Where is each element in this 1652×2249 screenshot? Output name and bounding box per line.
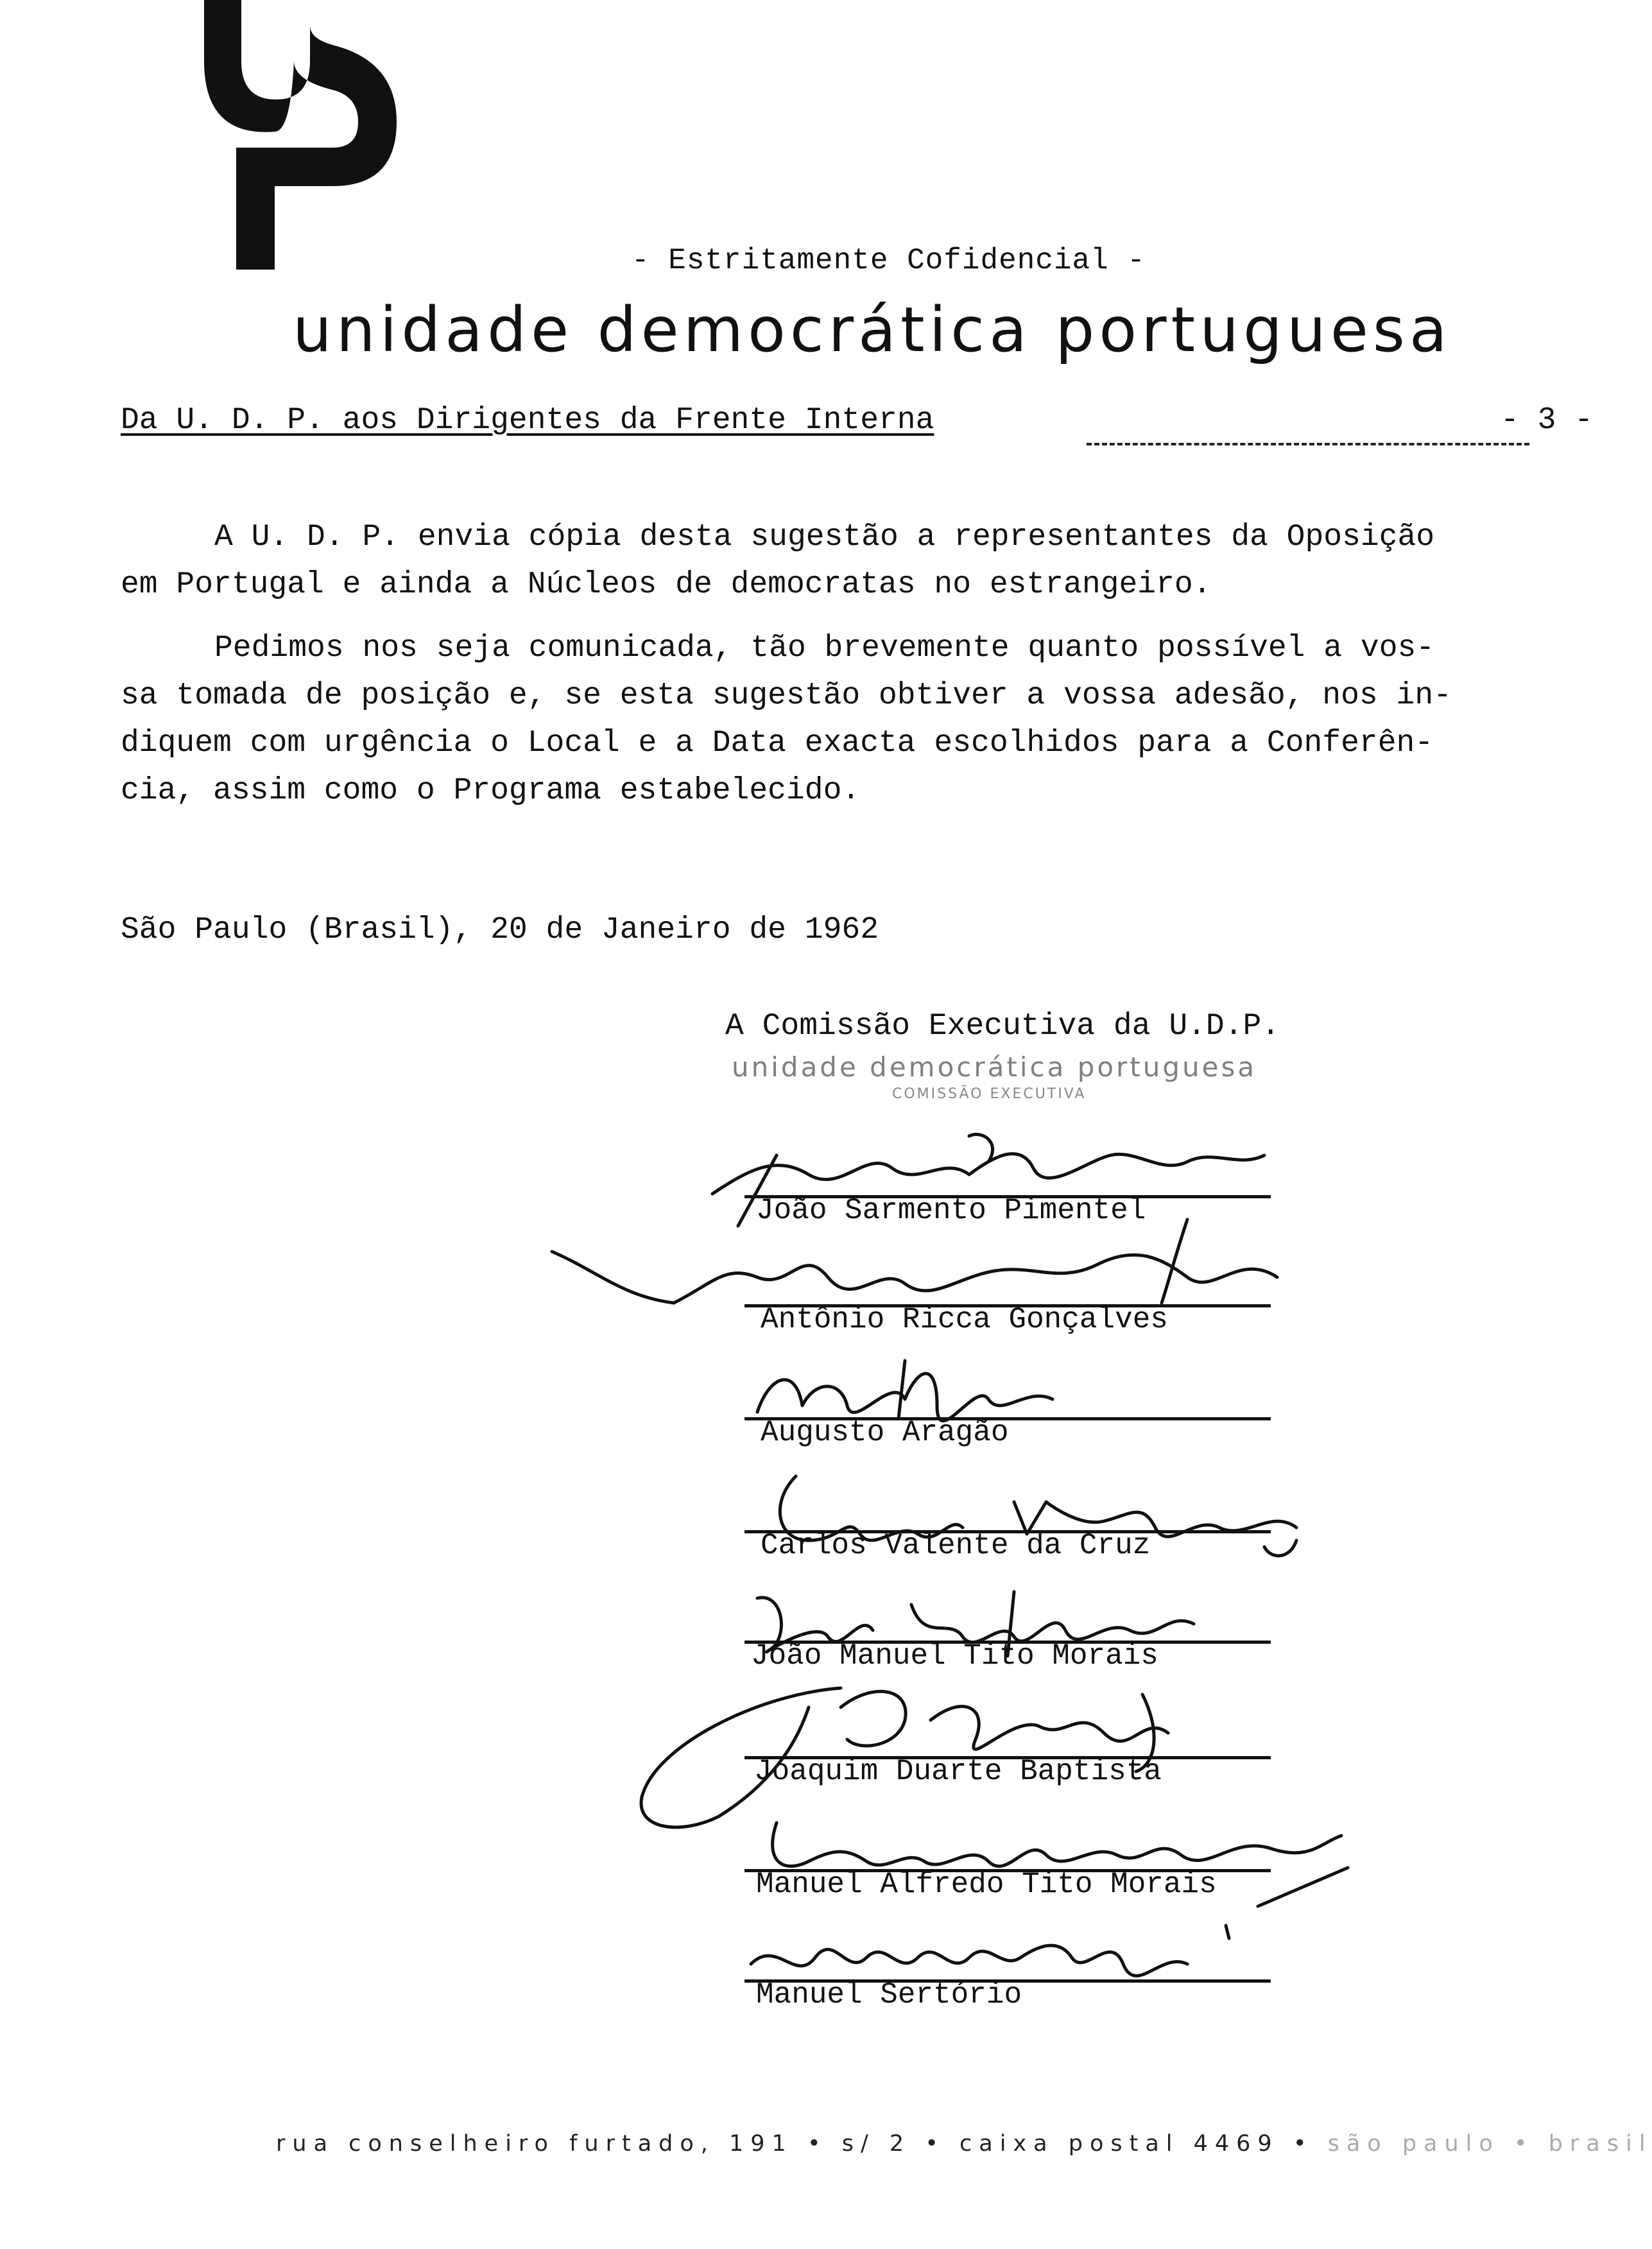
commission-title: A Comissão Executiva da U.D.P.	[725, 1009, 1280, 1044]
subject-line	[121, 403, 1594, 448]
signatory-name: Manuel Alfredo Tito Morais	[756, 1868, 1217, 1901]
place-and-date: São Paulo (Brasil), 20 de Janeiro de 1962	[121, 913, 879, 947]
page-number: - 3 -	[1501, 403, 1594, 438]
signatory-name: João Sarmento Pimentel	[756, 1194, 1146, 1227]
paragraph-line: sa tomada de posição e, se esta sugestão obtiver a vossa adesão, nos in-	[121, 678, 1452, 713]
footer-city: são paulo • brasil	[1327, 2131, 1652, 2157]
paragraph-line: A U. D. P. envia cópia desta sugestão a representantes da Oposição	[214, 520, 1435, 555]
subject-text: Da U. D. P. aos Dirigentes da Frente Interna	[121, 403, 934, 438]
commission-stamp	[732, 1051, 1296, 1109]
signatory-name: Augusto Aragão	[761, 1416, 1009, 1449]
stamp-line-1: unidade democrática portuguesa	[732, 1051, 1257, 1083]
footer-street: rua conselheiro furtado, 191 • s/ 2 • caixa postal 4469 •	[276, 2131, 1314, 2157]
subject-dashed-rule	[1087, 443, 1529, 445]
confidential-notice: - Estritamente Cofidencial -	[632, 244, 1146, 277]
signatory-name: Joaquim Duarte Baptista	[754, 1755, 1162, 1788]
organization-name: unidade democrática portuguesa	[293, 294, 1452, 366]
paragraph-line: cia, assim como o Programa estabelecido.	[121, 773, 861, 808]
paragraph-line: Pedimos nos seja comunicada, tão brevemente quanto possível a vos-	[214, 631, 1435, 666]
signatory-name: Antônio Ricca Gonçalves	[761, 1303, 1168, 1336]
paragraph-request	[121, 625, 1468, 814]
stamp-line-2: COMISSÃO EXECUTIVA	[892, 1086, 1087, 1102]
paragraph-distribution	[121, 513, 1468, 608]
footer-address	[276, 2131, 1652, 2157]
signatory-name: Carlos Valente da Cruz	[761, 1529, 1151, 1562]
paragraph-line: em Portugal e ainda a Núcleos de democratas no estrangeiro.	[121, 567, 1212, 602]
paragraph-line: diquem com urgência o Local e a Data exacta escolhidos para a Conferên-	[121, 726, 1434, 761]
handwritten-signature	[744, 1354, 1078, 1425]
udp-logo	[204, 0, 409, 270]
signatory-name: Manuel Sertório	[756, 1978, 1022, 2012]
signatory-name: João Manuel Tito Morais	[751, 1639, 1158, 1673]
